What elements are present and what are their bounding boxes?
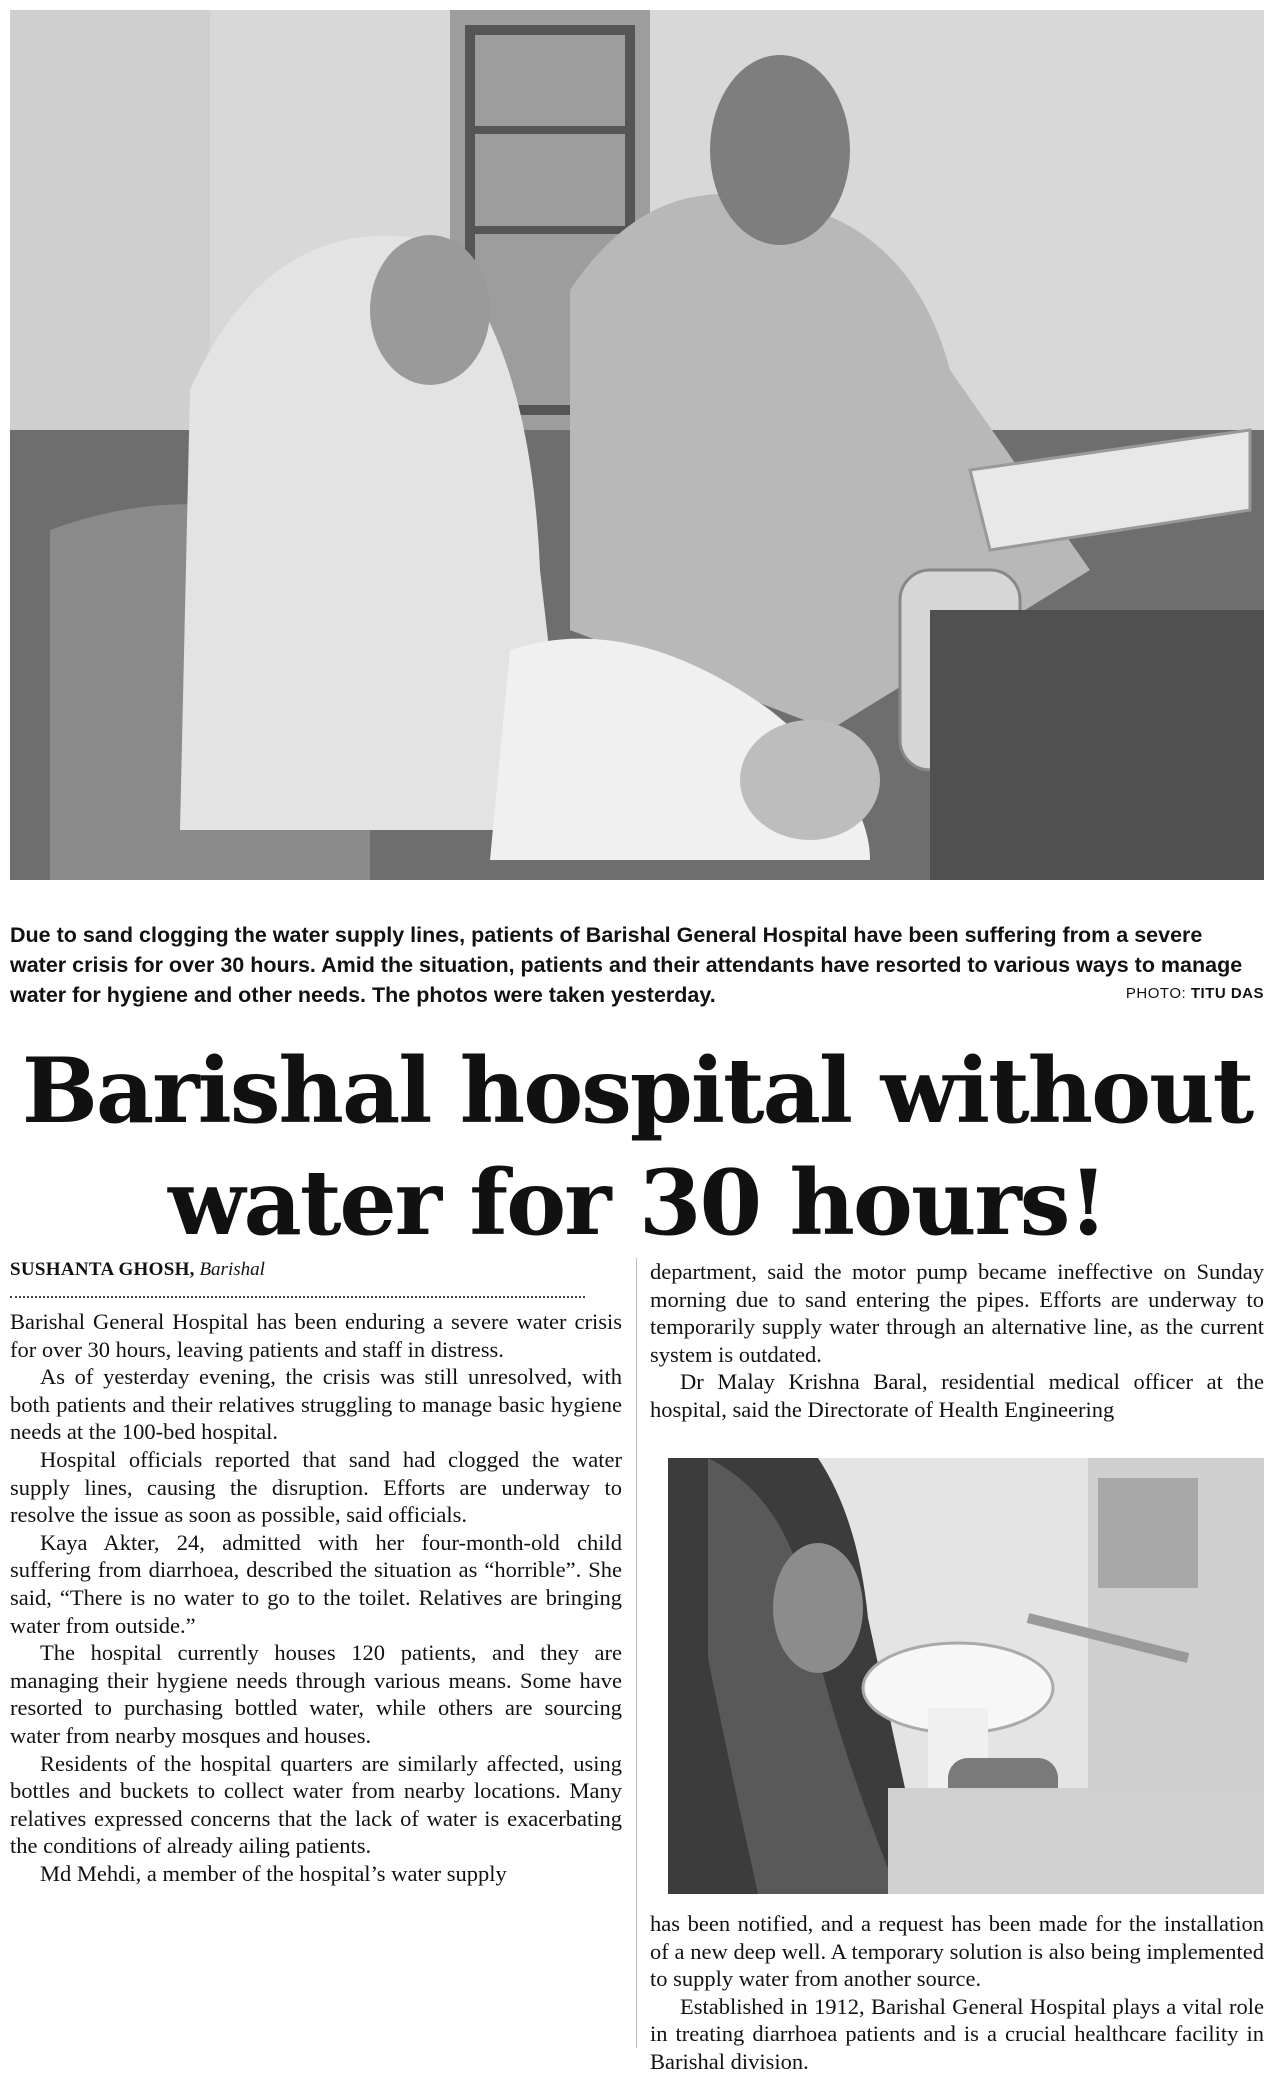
- article-right-column-top: [650, 1258, 1264, 1424]
- byline-divider: [10, 1296, 585, 1298]
- photo-credit: [1126, 985, 1264, 1002]
- photo-credit-name: TITU DAS: [1190, 985, 1264, 1002]
- side-photo-illustration: [668, 1458, 1264, 1894]
- photo-caption: Due to sand clogging the water supply lines, patients of Barishal General Hospital have been suffering from a severe water crisis for over 30 hours. Amid the situation, patients and their attendants have resorted to various ways to manage water for hygiene and other needs. The photos were taken yesterday.: [10, 923, 1243, 1007]
- article-right-column-bottom: [650, 1910, 1264, 2076]
- article-paragraph: has been notified, and a request has been made for the installation of a new deep well. A temporary solution is also being implemented to supply water from another source.: [650, 1911, 1264, 1992]
- article-left-column: [10, 1308, 622, 1887]
- column-divider: [636, 1258, 637, 2048]
- headline: [0, 1035, 1274, 1259]
- photo-credit-label: PHOTO:: [1125, 985, 1187, 1002]
- headline-line-2: water for 30 hours!: [168, 1150, 1106, 1256]
- side-photo: [668, 1458, 1264, 1894]
- article-paragraph: Residents of the hospital quarters are similarly affected, using bottles and buckets to collect water from nearby locations. Many relatives expressed concerns that the lack of water is exacerbating the conditions of already ailing patients.: [10, 1750, 622, 1859]
- article-paragraph: department, said the motor pump became ineffective on Sunday morning due to sand entering the pipes. Efforts are underway to temporarily supply water through an alternative line, as the current system is outdated.: [650, 1259, 1264, 1367]
- article-paragraph: Md Mehdi, a member of the hospital’s water supply: [40, 1860, 507, 1886]
- article-paragraph: Hospital officials reported that sand had clogged the water supply lines, causing the disruption. Efforts are underway to resolve the issue as soon as possible, said officials.: [10, 1446, 622, 1528]
- article-paragraph: The hospital currently houses 120 patients, and they are managing their hygiene needs through various means. Some have resorted to purchasing bottled water, while others are sourcing water from nearby mosques and houses.: [10, 1640, 622, 1748]
- article-paragraph: Dr Malay Krishna Baral, residential medical officer at the hospital, said the Directorate of Health Engineering: [650, 1369, 1264, 1422]
- article-paragraph: Barishal General Hospital has been enduring a severe water crisis for over 30 hours, leaving patients and staff in distress.: [10, 1309, 622, 1362]
- article-paragraph: Established in 1912, Barishal General Hospital plays a vital role in treating diarrhoea patients and is a crucial healthcare facility in Barishal division.: [650, 1993, 1264, 2074]
- main-photo-illustration: [10, 10, 1264, 880]
- byline: [10, 1258, 585, 1282]
- byline-author: SUSHANTA GHOSH,: [10, 1259, 195, 1280]
- byline-place: Barishal: [199, 1259, 265, 1280]
- article-paragraph: As of yesterday evening, the crisis was still unresolved, with both patients and their relatives struggling to manage basic hygiene needs at the 100-bed hospital.: [10, 1364, 622, 1445]
- article-paragraph: Kaya Akter, 24, admitted with her four-month-old child suffering from diarrhoea, described the situation as “horrible”. She said, “There is no water to go to the toilet. Relatives are bringing water from outside.”: [10, 1529, 622, 1638]
- main-photo: [10, 10, 1264, 880]
- headline-line-1: Barishal hospital without: [21, 1038, 1253, 1144]
